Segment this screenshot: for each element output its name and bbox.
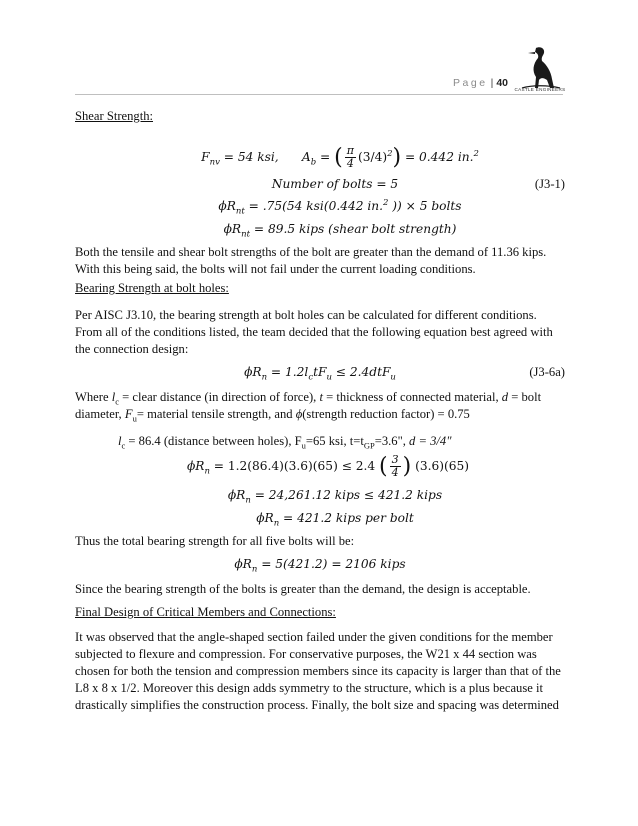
equation-tag-j3-6a: (J3-6a) bbox=[529, 365, 565, 379]
shear-strength-heading: Shear Strength: bbox=[75, 109, 153, 123]
page-separator: | bbox=[490, 77, 494, 89]
bearing-total-text: Thus the total bearing strength for all five bolts will be: bbox=[75, 534, 355, 548]
page-word: Page bbox=[453, 77, 488, 89]
shear-conclusion-paragraph: Both the tensile and shear bolt strengths of the bolt are greater than the demand of 11.36 kips. With this being said, the bolts will not fail under the current loading conditions. bbox=[75, 245, 547, 276]
shear-equation-result: $\phi R_{nt} = 89.5$ kips (shear bolt strength) bbox=[223, 222, 457, 240]
bearing-equation-comparison: $\phi R_n = 24,261.12$ kips ≤ 421.2 kips bbox=[227, 488, 443, 506]
page-number: 40 bbox=[496, 77, 508, 89]
final-design-paragraph: It was observed that the angle-shaped section failed under the given conditions for the member subjected to flexure and compression. For conservative purposes, the W21 x 44 section was chosen for both the tension and compression members since its capacity is larger than that of the L8 x 8 x 1/2. Moreover this design adds symmetry to the structure, which is a plus because it drastically simplifies the construction process. Finally, the bolt size and spacing was determined bbox=[75, 630, 561, 712]
company-logo-text: CASTLE ENGINEERS bbox=[514, 87, 566, 92]
page-header bbox=[0, 0, 638, 96]
page-body bbox=[75, 108, 565, 714]
equation-tag-j3-1: (J3-1) bbox=[534, 177, 565, 191]
final-design-heading: Final Design of Critical Members and Connections: bbox=[75, 605, 336, 619]
header-rule bbox=[75, 94, 563, 95]
bearing-equation-j3-6a: $\phi R_n = 1.2l_ctF_u \le 2.4dtF_u$ (J3-6a) bbox=[244, 365, 565, 383]
bearing-intro-paragraph: Per AISC J3.10, the bearing strength at bolt holes can be calculated for different conditions. From all of the conditions listed, the team decided that the following equation best agreed with the connection design: bbox=[75, 308, 553, 356]
shear-equation-phi-rnt: $\phi R_{nt} = .75(54$ ksi(0.442 in.$^2$ )) × 5 bolts bbox=[218, 197, 462, 217]
shear-equation-number-of-bolts: Number of bolts = 5 (J3-1) bbox=[271, 177, 565, 191]
bearing-acceptance-text: Since the bearing strength of the bolts is greater than the demand, the design is acceptable. bbox=[75, 582, 531, 596]
bearing-variable-values: $l_c = 86.4$ (distance between holes), $F_u=65$ ksi, $t=t_{GP}=3.6$", d = 3/4" bbox=[118, 434, 452, 451]
page-number-label bbox=[453, 75, 508, 92]
bearing-equation-total: $\phi R_n = 5(421.2) = 2106$ kips bbox=[234, 557, 406, 575]
bearing-equation-substituted: $\phi R_n = 1.2(86.4)(3.6)(65) \le 2.4$ ( $\frac{3}{4}$ ) (3.6)(65) bbox=[186, 453, 470, 479]
bearing-variable-definitions: Where $l_c$ = clear distance (in direction of force), t = thickness of connected material, d = bolt diameter, $F_u=$ material tensile strength, and ϕ(strength reduction factor) = 0.75 bbox=[75, 390, 542, 424]
shear-equation-fnv-ab: $F_{nv} = 54$ ksi, $A_b$ = ( $\frac{\pi}{4}$ $(3/4)^2) = 0.442$ in.$^2$ bbox=[201, 144, 479, 170]
bearing-equation-per-bolt: $\phi R_n = 421.2$ kips per bolt bbox=[256, 511, 414, 529]
bearing-strength-heading: Bearing Strength at bolt holes: bbox=[75, 281, 229, 295]
